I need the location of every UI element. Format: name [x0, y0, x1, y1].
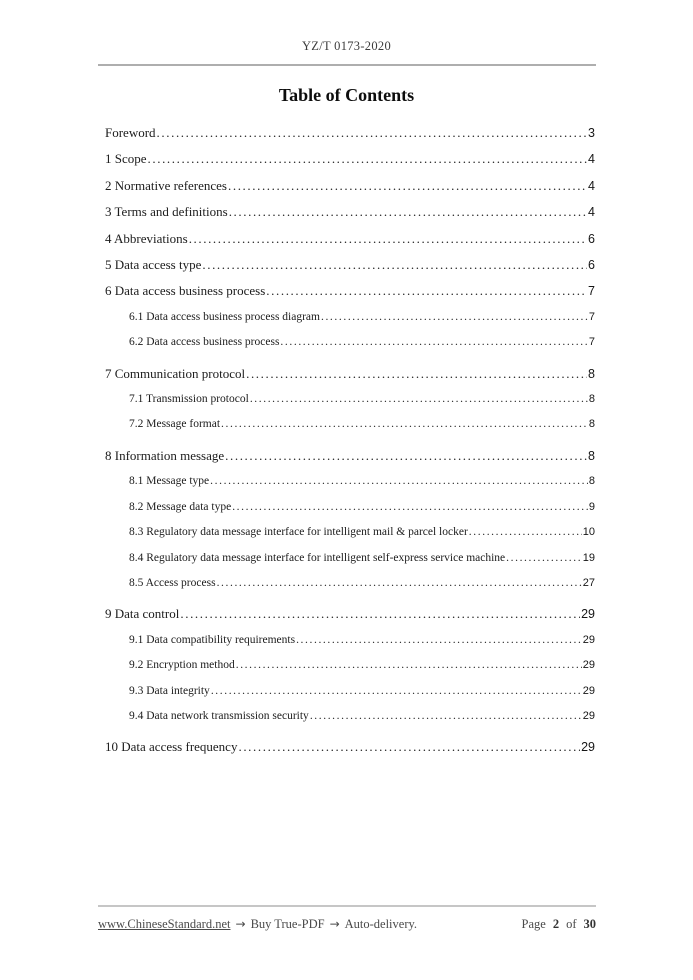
toc-entry-label: 10 Data access frequency	[105, 739, 238, 755]
toc-page-number: 4	[588, 205, 595, 220]
footer-delivery-label: Auto-delivery.	[344, 917, 418, 931]
header-doc-number: YZ/T 0173-2020	[301, 39, 392, 53]
toc-page-number: 27	[582, 576, 595, 589]
toc-entry-label: 8.1 Message type	[129, 475, 210, 488]
toc-page-number: 8	[588, 448, 595, 463]
toc-dot-leader	[236, 653, 582, 678]
footer-page-indicator	[522, 917, 596, 932]
toc-row	[98, 252, 595, 278]
footer-left	[98, 917, 417, 932]
toc-page-number: 6	[588, 231, 595, 246]
footer-page-word: Page	[521, 917, 546, 931]
toc-list	[98, 120, 595, 761]
toc-page-number: 29	[582, 633, 595, 646]
toc-page-number: 19	[582, 551, 595, 564]
toc-row	[98, 601, 595, 627]
toc-entry-label: Foreword	[105, 125, 156, 140]
toc-entry-label: 9 Data control	[105, 606, 180, 622]
toc-row	[98, 495, 595, 520]
toc-page-number: 29	[581, 607, 595, 622]
footer-site-link[interactable]: www.ChineseStandard.net	[98, 917, 231, 931]
toc-page-number: 8	[588, 418, 595, 431]
toc-dot-leader	[506, 546, 582, 571]
header-divider	[98, 64, 596, 66]
toc-entry-label: 6.2 Data access business process	[129, 336, 280, 349]
toc-entry-label: 9.1 Data compatibility requirements	[129, 633, 296, 646]
toc-entry-label: 9.2 Encryption method	[129, 659, 235, 672]
toc-page-number: 3	[588, 126, 595, 140]
toc-page-number: 9	[588, 500, 595, 513]
toc-row	[98, 469, 595, 494]
toc-page-number: 29	[582, 684, 595, 697]
toc-dot-leader	[202, 252, 587, 277]
toc-dot-leader	[321, 305, 588, 330]
toc-row	[98, 704, 595, 729]
toc-dot-leader	[148, 146, 588, 171]
toc-page-number: 10	[582, 526, 595, 539]
toc-row	[98, 520, 595, 545]
toc-row	[98, 330, 595, 355]
toc-entry-label: 8.4 Regulatory data message interface for intelligent self-express service machine	[129, 551, 506, 564]
footer-buy-label: Buy True-PDF	[250, 917, 325, 931]
toc-row	[98, 734, 595, 760]
toc-dot-leader	[266, 278, 587, 303]
toc-row	[98, 146, 595, 172]
toc-entry-label: 9.3 Data integrity	[129, 684, 210, 697]
toc-dot-leader	[296, 628, 582, 653]
toc-entry-label: 4 Abbreviations	[105, 230, 188, 246]
toc-dot-leader	[469, 520, 582, 545]
toc-entry-label: 9.4 Data network transmission security	[129, 709, 309, 722]
toc-dot-leader	[280, 330, 587, 355]
toc-row	[98, 387, 595, 412]
toc-row	[98, 361, 595, 387]
toc-entry-label: 1 Scope	[105, 151, 147, 167]
toc-dot-leader	[310, 704, 582, 729]
toc-row	[98, 199, 595, 225]
toc-page-number: 8	[588, 475, 595, 488]
toc-entry-label: 8 Information message	[105, 447, 225, 463]
toc-row	[98, 571, 595, 596]
toc-row	[98, 173, 595, 199]
toc-row	[98, 628, 595, 653]
toc-page-number: 4	[588, 178, 595, 193]
toc-dot-leader	[228, 173, 587, 198]
toc-entry-label: 6.1 Data access business process diagram	[129, 310, 320, 323]
toc-dot-leader	[221, 412, 588, 437]
toc-page-number: 4	[588, 152, 595, 167]
toc-page-number: 6	[588, 258, 595, 273]
toc-row	[98, 546, 595, 571]
toc-entry-label: 2 Normative references	[105, 177, 227, 193]
toc-dot-leader	[157, 120, 588, 145]
toc-entry-label: 7.2 Message format	[129, 418, 221, 431]
toc-row	[98, 226, 595, 252]
page-footer	[98, 905, 596, 932]
toc-page-number: 29	[582, 709, 595, 722]
toc-entry-label: 3 Terms and definitions	[105, 204, 228, 220]
toc-entry-label: 5 Data access type	[105, 257, 202, 273]
toc-entry-label: 7 Communication protocol	[105, 365, 246, 381]
toc-entry-label: 8.5 Access process	[129, 576, 216, 589]
toc-row	[98, 412, 595, 437]
toc-row	[98, 653, 595, 678]
page-title: Table of Contents	[278, 85, 415, 105]
footer-current-page: 2	[552, 917, 560, 931]
toc-dot-leader	[232, 495, 588, 520]
toc-dot-leader	[246, 361, 587, 386]
toc-dot-leader	[238, 734, 580, 759]
toc-row	[98, 679, 595, 704]
toc-entry-label: 7.1 Transmission protocol	[129, 393, 249, 406]
toc-page-number: 7	[588, 284, 595, 299]
toc-row	[98, 278, 595, 304]
toc-dot-leader	[189, 226, 587, 251]
toc-entry-label: 8.3 Regulatory data message interface for intelligent mail & parcel locker	[129, 526, 468, 539]
toc-row	[98, 443, 595, 469]
toc-page-number: 8	[588, 393, 595, 406]
toc-dot-leader	[225, 443, 587, 468]
toc-dot-leader	[250, 387, 588, 412]
toc-row	[98, 305, 595, 330]
footer-of-word: of	[566, 917, 577, 931]
footer-total-pages: 30	[583, 917, 596, 931]
toc-entry-label: 6 Data access business process	[105, 283, 266, 299]
toc-page-number: 7	[588, 310, 595, 323]
toc-dot-leader	[180, 601, 580, 626]
toc-dot-leader	[229, 199, 587, 224]
toc-dot-leader	[211, 679, 582, 704]
toc-dot-leader	[217, 571, 582, 596]
toc-page-number: 29	[582, 659, 595, 672]
toc-dot-leader	[210, 469, 588, 494]
arrow-right-icon: →	[235, 917, 246, 931]
toc-page-number: 8	[588, 366, 595, 381]
toc-entry-label: 8.2 Message data type	[129, 500, 232, 513]
toc-page-number: 7	[588, 336, 595, 349]
toc-row	[98, 120, 595, 146]
arrow-right-icon: →	[329, 917, 340, 931]
toc-page-number: 29	[581, 740, 595, 755]
